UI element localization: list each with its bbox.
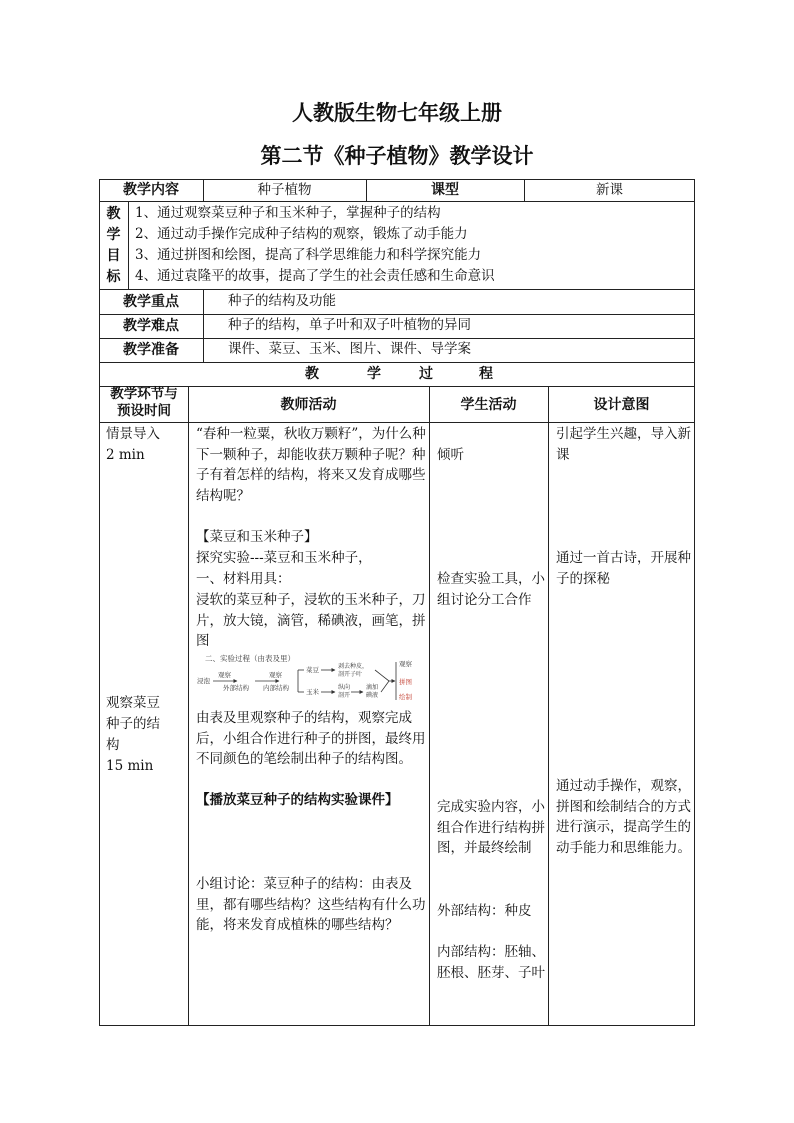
process-header-char: 程 <box>479 366 493 382</box>
diagram-inner: 内部结构 <box>263 684 289 692</box>
type-value: 新课 <box>596 182 623 198</box>
preparation-label: 教学准备 <box>123 342 179 358</box>
goals-label-2: 学 <box>106 227 121 243</box>
student-listen: 倾听 <box>437 447 464 463</box>
content-label: 教学内容 <box>123 182 179 198</box>
stage-observe-time: 15 min <box>106 758 154 774</box>
goal-item: 2、通过动手操作完成种子结构的观察，锻炼了动手能力 <box>135 226 468 242</box>
diagram-soak: 浸泡 <box>197 677 210 685</box>
diagram-corn: 玉米 <box>306 688 319 696</box>
goal-item: 3、通过拼图和绘图，提高了科学思维能力和科学探究能力 <box>135 247 482 263</box>
process-header-char: 教 <box>305 366 319 382</box>
stage-observe-name-1: 观察菜豆 <box>106 695 160 711</box>
diagram-iodine-2: 碘液 <box>366 692 379 699</box>
teacher-intro: “春种一粒粟，秋收万颗籽”，为什么种下一颗种子，却能收获万颗种子呢？种子有着怎样的结构，将来又发育成哪些结构呢？ <box>196 426 426 504</box>
diagram-observe-1: 观察 <box>218 671 231 679</box>
teacher-section-title: 【菜豆和玉米种子】 <box>196 529 318 545</box>
goals-label-4: 标 <box>106 269 121 285</box>
preparation-value: 课件、菜豆、玉米、图片、课件、导学案 <box>228 341 471 357</box>
stage-intro-name: 情景导入 <box>106 426 160 442</box>
student-check: 检查实验工具，小组讨论分工合作 <box>437 571 545 608</box>
key-point-value: 种子的结构及功能 <box>228 293 336 309</box>
goals-label-1: 教 <box>106 206 121 222</box>
difficulty-label: 教学难点 <box>123 318 179 334</box>
goal-item: 4、通过袁隆平的故事，提高了学生的社会责任感和生命意识 <box>135 268 495 284</box>
stage-observe-name-3: 构 <box>106 737 120 753</box>
student-complete: 完成实验内容，小组合作进行结构拼图，并最终绘制 <box>437 799 545 856</box>
teacher-materials-title: 一、材料用具： <box>196 571 291 587</box>
diagram-bean: 菜豆 <box>306 666 319 674</box>
diagram-draw: 绘制 <box>399 693 412 701</box>
student-inner: 内部结构：胚轴、胚根、胚芽、子叶 <box>437 944 545 981</box>
teacher-observe-text: 由表及里观察种子的结构，观察完成后，小组合作进行种子的拼图，最终用不同颜色的笔绘制出种子的结构图。 <box>196 710 426 767</box>
intent-3: 通过动手操作，观察，拼图和绘制结合的方式进行演示，提高学生的动手能力和思维能力。 <box>556 778 691 856</box>
intent-1: 引起学生兴趣，导入新课 <box>556 426 691 463</box>
diagram-outer: 外部结构 <box>223 684 249 692</box>
teacher-experiment: 探究实验---菜豆和玉米种子， <box>196 550 372 566</box>
page-title: 人教版生物七年级上册 <box>292 101 502 125</box>
type-label: 课型 <box>431 182 459 198</box>
content-value: 种子植物 <box>257 182 312 198</box>
teacher-play-courseware: 【播放菜豆种子的结构实验课件】 <box>196 792 399 808</box>
col-header-stage: 教学环节与预设时间 <box>110 386 178 419</box>
diagram-bean-step-1: 剥去种皮， <box>338 663 369 670</box>
student-outer: 外部结构：种皮 <box>437 903 532 919</box>
diagram-iodine-1: 滴加 <box>366 684 379 691</box>
experiment-flow-diagram <box>195 652 425 702</box>
diagram-corn-step-2: 剖开 <box>338 692 351 699</box>
teacher-materials: 浸软的菜豆种子，浸软的玉米种子，刀片，放大镜，滴管，稀碘液，画笔，拼图 <box>196 592 426 649</box>
col-header-intent: 设计意图 <box>593 397 650 413</box>
goal-item: 1、通过观察菜豆种子和玉米种子，掌握种子的结构 <box>135 205 441 221</box>
diagram-observe-2: 观察 <box>269 671 282 679</box>
teacher-discussion: 小组讨论：菜豆种子的结构：由表及里，都有哪些结构？这些结构有什么功能，将来发育成植株的哪些结构？ <box>196 876 426 933</box>
stage-intro-time: 2 min <box>106 447 145 463</box>
process-header-char: 过 <box>419 366 433 382</box>
goals-label-3: 目 <box>106 248 121 264</box>
key-point-label: 教学重点 <box>123 294 179 310</box>
diagram-corn-step-1: 纵向 <box>338 684 351 691</box>
process-header-char: 学 <box>367 366 381 382</box>
col-header-student: 学生活动 <box>460 397 517 413</box>
page-subtitle: 第二节《种子植物》教学设计 <box>260 144 534 168</box>
diagram-heading: 二、实验过程（由表及里） <box>205 654 295 663</box>
col-header-teacher: 教师活动 <box>280 397 337 413</box>
diagram-puzzle: 拼图 <box>399 678 412 686</box>
diagram-final-observe: 观察 <box>399 660 412 668</box>
diagram-bean-step-2: 剖开子叶 <box>338 671 363 678</box>
intent-2: 通过一首古诗，开展种子的探秘 <box>556 550 691 587</box>
difficulty-value: 种子的结构，单子叶和双子叶植物的异同 <box>228 317 471 333</box>
stage-observe-name-2: 种子的结 <box>106 716 160 732</box>
